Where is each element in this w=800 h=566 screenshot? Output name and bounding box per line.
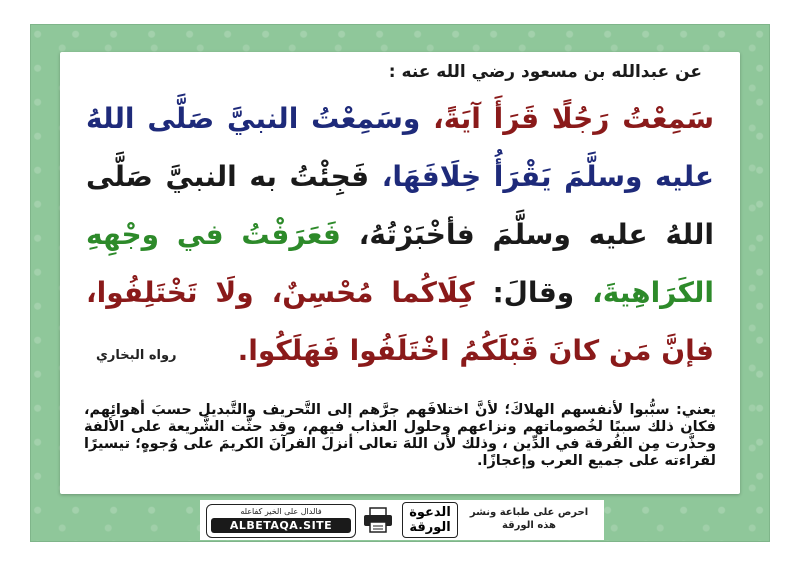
site-note: فالدال على الخير كفاعله <box>240 507 322 516</box>
hadith-part-4: فَعَرَفْتُ في وجْهِهِ الكَرَاهِيةَ، <box>86 218 714 309</box>
hadith-part-6: كِلَاكُما مُحْسِنٌ، ولَا تَخْتَلِفُوا، فإنَّ مَن كانَ قَبْلَكُمُ اخْتَلَفُوا فَهَلَكُوا. <box>86 276 714 367</box>
hadith-part-3: فَجِئْتُ به النبيَّ صَلَّى اللهُ عليه وسلَّمَ فأخْبَرْتُهُ، <box>86 160 714 251</box>
hadith-part-1: سَمِعْتُ رَجُلًا قَرَأَ آيَةً، <box>433 102 714 135</box>
hadith-card <box>60 52 740 494</box>
explanation-text: يعني: سبُّبوا لأنفسهم الهلاكَ؛ لأنَّ اختلافَهم جرَّهم إلى التَّحريف والتَّبديل حسبَ أهوائِهم، فكان ذلك سببًا لخُصوماتهم ونزاعهم وحلول العذاب فيهم، وقد حثَّت الشَّريعة على الألفة وحذَّرت مِن الفُرقة في الدِّين ، وذلك لأن اللهَ تعالى أنزلَ القرآنَ الكريمَ على وُجوهٍ؛ تيسيرًا لقراءته على جميع العرب وإعجازًا. <box>84 402 716 469</box>
logo <box>402 502 458 538</box>
logo-line-2: الورقة <box>409 520 451 535</box>
hadith-text <box>86 90 714 380</box>
logo-line-1: الدعوة <box>409 505 451 520</box>
print-note: احرص على طباعة ونشر هذه الورقة <box>469 507 589 531</box>
footer-bar <box>200 500 604 540</box>
site-badge[interactable] <box>206 504 356 538</box>
narrator-line: عن عبدالله بن مسعود رضي الله عنه : <box>388 62 702 82</box>
printer-icon <box>362 506 394 534</box>
hadith-part-2: وسَمِعْتُ النبيَّ صَلَّى اللهُ عليه وسلَّمَ يَقْرَأُ خِلَافَهَا، <box>86 102 715 193</box>
source-label: رواه البخاري <box>96 348 177 363</box>
site-url[interactable]: ALBETAQA.SITE <box>211 518 351 533</box>
hadith-part-5: وقالَ: <box>492 276 575 309</box>
